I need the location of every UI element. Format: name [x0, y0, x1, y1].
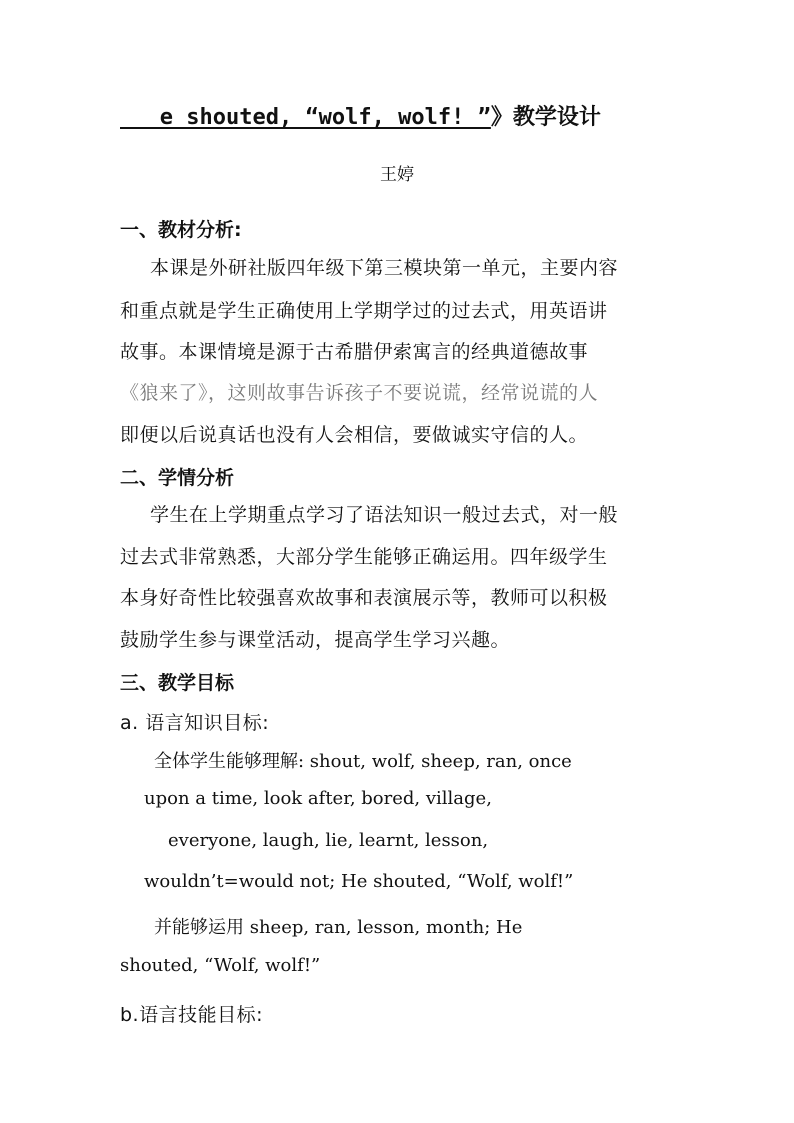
- subheading-language-knowledge: a. 语言知识目标:: [120, 712, 270, 734]
- goal-line: everyone, laugh, lie, learnt, lesson,: [168, 830, 489, 851]
- paragraph-line: 学生在上学期重点学习了语法知识一般过去式，对一般: [150, 504, 619, 526]
- title-underlined-part: e shouted, “wolf, wolf! ”: [120, 105, 491, 130]
- subheading-language-skills: b.语言技能目标:: [120, 1004, 264, 1026]
- section-heading-textbook-analysis: 一、教材分析:: [120, 219, 242, 241]
- paragraph-line: 即便以后说真话也没有人会相信，要做诚实守信的人。: [120, 424, 589, 446]
- goal-line: 全体学生能够理解: shout, wolf, sheep, ran, once: [154, 751, 572, 772]
- section-heading-teaching-goals: 三、教学目标: [120, 672, 235, 694]
- section-heading-student-analysis: 二、学情分析: [120, 467, 235, 489]
- paragraph-line: 和重点就是学生正确使用上学期学过的过去式，用英语讲: [120, 300, 608, 322]
- paragraph-line: 过去式非常熟悉，大部分学生能够正确运用。四年级学生: [120, 546, 608, 568]
- goal-line: upon a time, look after, bored, village,: [144, 788, 492, 809]
- paragraph-line: 《狼来了》，这则故事告诉孩子不要说谎，经常说谎的人: [120, 382, 599, 404]
- goal-line: 并能够运用 sheep, ran, lesson, month; He: [154, 917, 523, 938]
- document-title: [120, 100, 601, 131]
- goal-line: shouted, “Wolf, wolf!”: [120, 955, 321, 976]
- paragraph-line: 本身好奇性比较强喜欢故事和表演展示等，教师可以积极: [120, 587, 608, 609]
- paragraph-line: 本课是外研社版四年级下第三模块第一单元，主要内容: [150, 257, 619, 279]
- paragraph-line: 鼓励学生参与课堂活动，提高学生学习兴趣。: [120, 629, 511, 651]
- goal-line: wouldn’t=would not; He shouted, “Wolf, wolf!”: [144, 871, 574, 892]
- title-suffix: 》教学设计: [490, 105, 601, 130]
- author-name: 王婷: [380, 165, 414, 185]
- paragraph-line: 故事。本课情境是源于古希腊伊索寓言的经典道德故事: [120, 341, 589, 363]
